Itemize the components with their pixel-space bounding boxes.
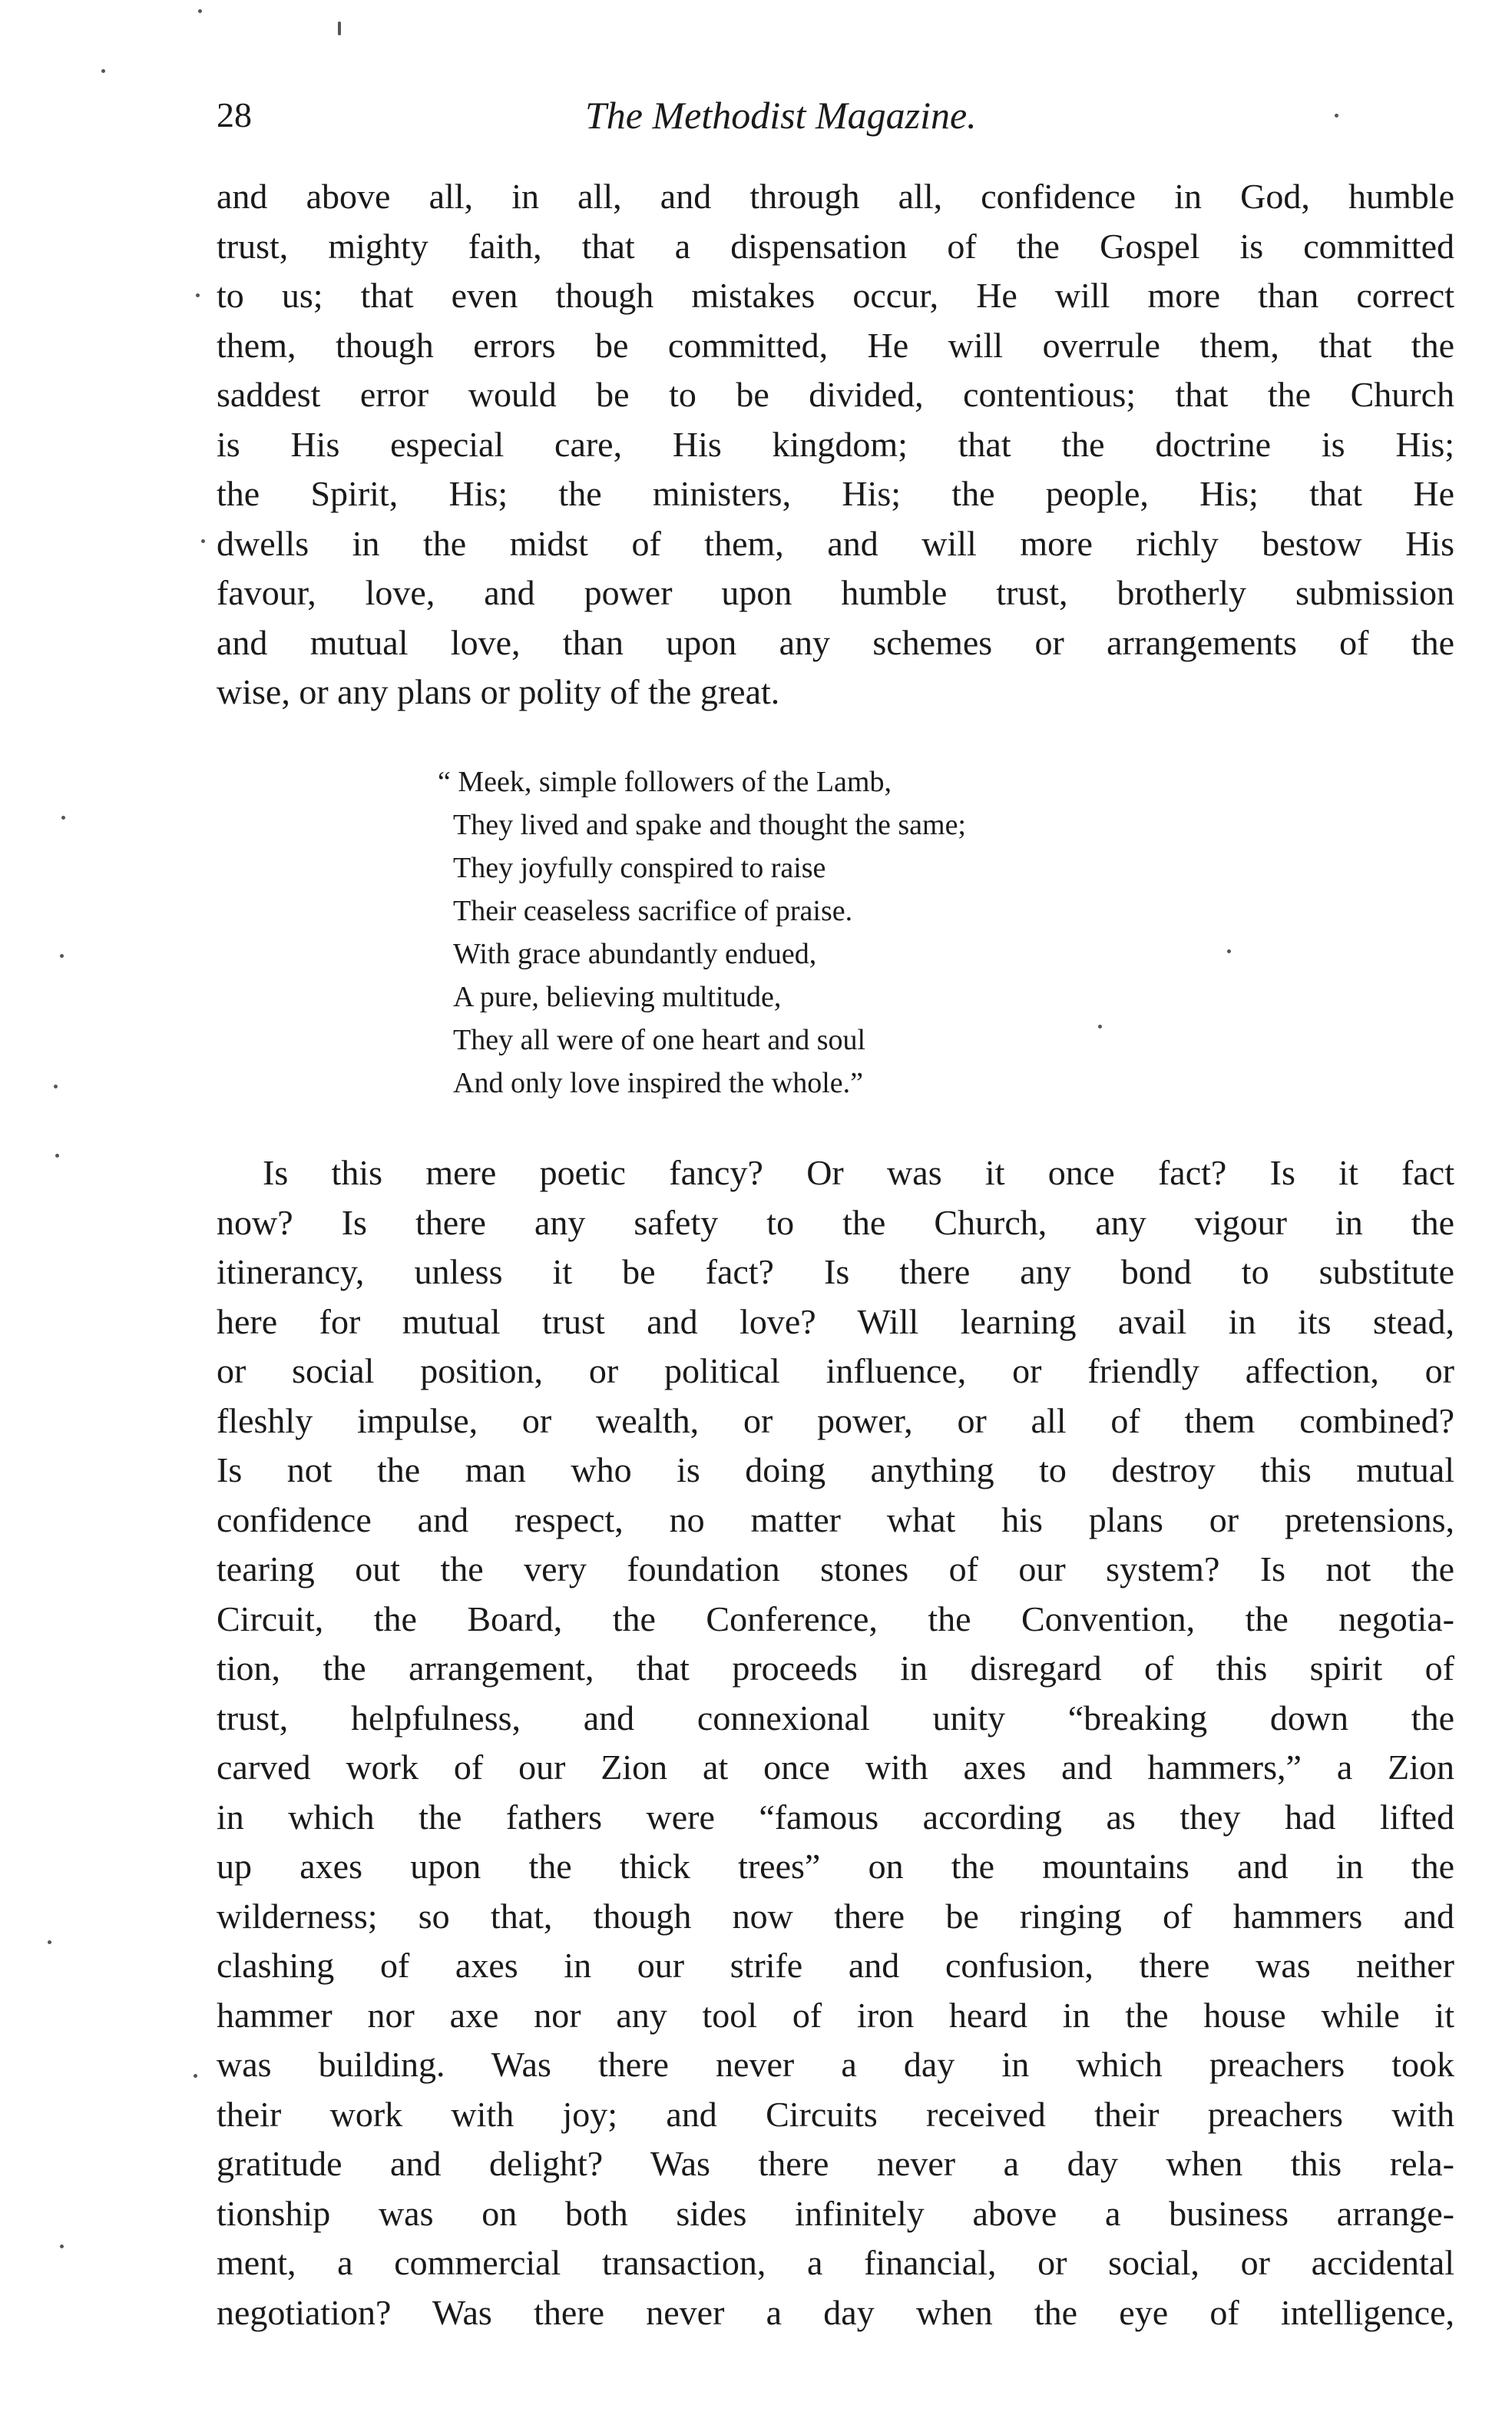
text-line: wise, or any plans or polity of the great. — [217, 672, 780, 711]
scan-speck — [60, 954, 64, 958]
text-line: carved work of our Zion at once with axes and hammers,” a Zion — [217, 1748, 1454, 1787]
text-line: was building. Was there never a day in which preachers took — [217, 2045, 1454, 2084]
text-line: here for mutual trust and love? Will learning avail in its stead, — [217, 1301, 1454, 1341]
scan-speck — [61, 816, 65, 820]
text-line: now? Is there any safety to the Church, any vigour in the — [217, 1202, 1454, 1242]
poem-line: They lived and spake and thought the same; — [453, 809, 966, 841]
paragraph-2 — [217, 1148, 1454, 2337]
text-line: and mutual love, than upon any schemes or arrangements of the — [217, 622, 1454, 662]
scan-speck — [60, 2245, 64, 2248]
text-line: to us; that even though mistakes occur, He will more than correct — [217, 276, 1454, 315]
text-line: confidence and respect, no matter what his plans or pretensions, — [217, 1499, 1454, 1539]
text-line: clashing of axes in our strife and confusion, there was neither — [217, 1946, 1454, 1985]
text-line: wilderness; so that, though now there be ringing of hammers and — [217, 1896, 1454, 1936]
hymn-quotation — [438, 760, 1244, 1105]
text-line: Is this mere poetic fancy? Or was it once fact? Is it fact — [263, 1153, 1454, 1192]
poem-line: Their ceaseless sacrifice of praise. — [453, 895, 853, 927]
text-line: the Spirit, His; the ministers, His; the people, His; that He — [217, 474, 1454, 513]
text-line: and above all, in all, and through all, confidence in God, humble — [217, 177, 1454, 216]
text-line: them, though errors be committed, He will overrule them, that the — [217, 325, 1454, 365]
text-line: saddest error would be to be divided, contentious; that the Church — [217, 375, 1454, 414]
poem-line: A pure, believing multitude, — [453, 981, 782, 1013]
text-line: up axes upon the thick trees” on the mountains and in the — [217, 1847, 1454, 1886]
page-header — [217, 84, 1353, 146]
poem-line: And only love inspired the whole.” — [453, 1067, 864, 1099]
scan-speck — [194, 2074, 197, 2078]
running-title: The Methodist Magazine. — [585, 94, 977, 137]
text-line: their work with joy; and Circuits received their preachers with — [217, 2094, 1454, 2134]
text-line: or social position, or political influence, or friendly affection, or — [217, 1351, 1454, 1390]
text-line: favour, love, and power upon humble trust, brotherly submission — [217, 573, 1454, 612]
text-line: trust, helpfulness, and connexional unity “breaking down the — [217, 1698, 1454, 1738]
text-line: negotiation? Was there never a day when the eye of intelligence, — [217, 2292, 1454, 2332]
text-line: fleshly impulse, or wealth, or power, or all of them combined? — [217, 1400, 1454, 1440]
text-line: itinerancy, unless it be fact? Is there any bond to substitute — [217, 1252, 1454, 1291]
poem-line: They joyfully conspired to raise — [453, 852, 826, 884]
scan-speck — [1335, 114, 1338, 118]
scan-speck — [48, 1940, 51, 1944]
scan-speck — [201, 539, 205, 543]
text-line: tion, the arrangement, that proceeds in disregard of this spirit of — [217, 1648, 1454, 1688]
paragraph-1 — [217, 172, 1454, 717]
text-line: dwells in the midst of them, and will more richly bestow His — [217, 523, 1454, 563]
scan-speck — [198, 9, 202, 13]
scan-speck — [1227, 949, 1231, 953]
text-line: is His especial care, His kingdom; that the doctrine is His; — [217, 424, 1454, 464]
text-line: tearing out the very foundation stones of our system? Is not the — [217, 1549, 1454, 1589]
text-line: gratitude and delight? Was there never a day when this rela- — [217, 2144, 1454, 2183]
text-line: tionship was on both sides infinitely above a business arrange- — [217, 2193, 1454, 2233]
poem-line: “ Meek, simple followers of the Lamb, — [438, 766, 892, 798]
poem-line: With grace abundantly endued, — [453, 938, 817, 970]
text-line: hammer nor axe nor any tool of iron heard in the house while it — [217, 1995, 1454, 2035]
scan-speck — [338, 22, 341, 35]
poem-line: They all were of one heart and soul — [453, 1024, 866, 1056]
text-line: Is not the man who is doing anything to destroy this mutual — [217, 1450, 1454, 1489]
scan-speck — [54, 1085, 58, 1088]
scan-speck — [55, 1154, 59, 1158]
text-line: trust, mighty faith, that a dispensation of the Gospel is committed — [217, 226, 1454, 266]
text-line: ment, a commercial transaction, a financial, or social, or accidental — [217, 2243, 1454, 2282]
scan-speck — [101, 69, 105, 73]
scan-speck — [1098, 1025, 1102, 1029]
text-line: Circuit, the Board, the Conference, the Convention, the negotia- — [217, 1598, 1454, 1638]
text-line: in which the fathers were “famous according as they had lifted — [217, 1797, 1454, 1837]
scan-speck — [196, 293, 200, 297]
page-number: 28 — [217, 95, 252, 134]
